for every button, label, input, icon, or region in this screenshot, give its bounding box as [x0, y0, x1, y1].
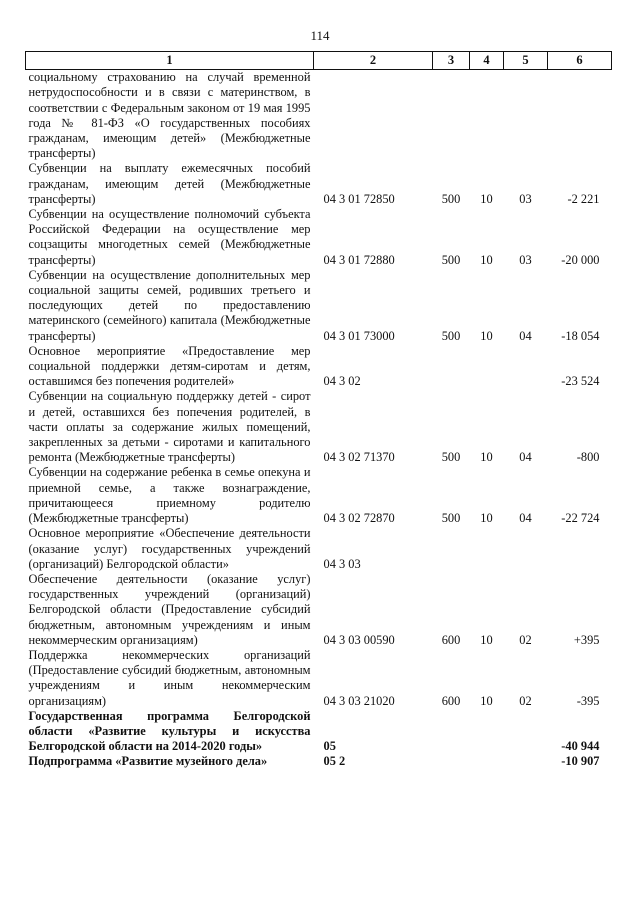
- row-col3: 600: [441, 693, 461, 708]
- column-header: 6: [548, 52, 612, 70]
- row-description: социальному страхованию на случай временной нетрудоспособности и в связи с материнством, в соответствии с Федеральным законом от 19 мая 1995 года № 81-ФЗ «О государственных пособиях гражданам, имеющим детей» (Межбюджетные трансферты): [28, 70, 311, 161]
- row-col3: 500: [441, 328, 461, 343]
- row-col4: [470, 754, 504, 769]
- table-row: [26, 648, 612, 709]
- column-header: 2: [314, 52, 433, 70]
- row-description: Поддержка некоммерческих организаций (Предоставление субсидий бюджетным, автономным учреждениям и иным некоммерческим организациям): [28, 647, 311, 708]
- table-row: [26, 161, 612, 207]
- row-amount: +395: [573, 632, 600, 647]
- row-col5: 04: [519, 450, 532, 465]
- column-header: 5: [504, 52, 548, 70]
- row-amount: -20 000: [561, 252, 600, 267]
- page-number: 114: [310, 28, 330, 43]
- row-amount: -40 944: [561, 739, 600, 754]
- row-code: 04 3 01 72880: [323, 252, 395, 267]
- row-amount: -395: [576, 693, 600, 708]
- row-code: 04 3 03 00590: [323, 632, 395, 647]
- row-amount: -10 907: [561, 754, 600, 769]
- row-description: Подпрограмма «Развитие музейного дела»: [28, 754, 268, 769]
- row-col5: [504, 526, 548, 572]
- row-col3: 500: [441, 252, 461, 267]
- row-col3: [433, 70, 470, 162]
- row-col4: 10: [480, 632, 493, 647]
- table-header-row: [26, 52, 612, 70]
- table-row: [26, 465, 612, 526]
- table-row: [26, 344, 612, 390]
- row-col5: 02: [519, 693, 532, 708]
- row-code: 05: [323, 739, 336, 754]
- row-description: Обеспечение деятельности (оказание услуг) государственных учреждений (организаций) Белгородской области (Предоставление субсидий бюджетным, автономным учреждениям и иным некоммерческим организациям): [28, 571, 311, 647]
- row-col5: 04: [519, 511, 532, 526]
- row-code: 04 3 01 73000: [323, 328, 395, 343]
- row-col5: [504, 70, 548, 162]
- column-header: 4: [470, 52, 504, 70]
- row-col5: [504, 344, 548, 390]
- row-col4: 10: [480, 450, 493, 465]
- row-col4: [470, 70, 504, 162]
- row-amount: -18 054: [561, 328, 600, 343]
- row-col4: [470, 526, 504, 572]
- budget-table: [25, 51, 612, 770]
- row-col5: 03: [519, 252, 532, 267]
- row-description: Субвенции на осуществление дополнительных мер социальной защиты семей, родивших третьего и последующих детей по предоставлению материнского (семейного) капитала (Межбюджетные трансферты): [28, 267, 311, 343]
- row-code: [314, 70, 433, 162]
- row-amount: [548, 526, 612, 572]
- row-amount: [548, 70, 612, 162]
- row-col4: [470, 709, 504, 755]
- table-row: [26, 70, 612, 162]
- row-col3: [433, 754, 470, 769]
- table-row: [26, 268, 612, 344]
- row-col4: 10: [480, 511, 493, 526]
- row-col4: 10: [480, 328, 493, 343]
- row-col5: 04: [519, 328, 532, 343]
- row-col5: 03: [519, 191, 532, 206]
- table-row: [26, 754, 612, 769]
- row-description: Основное мероприятие «Предоставление мер социальной поддержки детям-сиротам и детям, оставшимся без попечения родителей»: [28, 343, 311, 389]
- row-description: Государственная программа Белгородской области «Развитие культуры и искусства Белгородской области на 2014-2020 годы»: [28, 708, 311, 754]
- table-row: [26, 709, 612, 755]
- row-col5: 02: [519, 632, 532, 647]
- row-col4: 10: [480, 191, 493, 206]
- table-row: [26, 526, 612, 572]
- table-row: [26, 572, 612, 648]
- row-col4: [470, 344, 504, 390]
- row-amount: -2 221: [567, 191, 600, 206]
- row-amount: -800: [576, 450, 600, 465]
- row-description: Субвенции на осуществление полномочий субъекта Российской Федерации на осуществление мер соцзащиты многодетных семей (Межбюджетные трансферты): [28, 207, 311, 267]
- row-col5: [504, 709, 548, 755]
- table-row: [26, 389, 612, 465]
- row-amount: -23 524: [561, 374, 600, 389]
- row-description: Субвенции на выплату ежемесячных пособий гражданам, имеющим детей (Межбюджетные трансферты): [28, 161, 311, 206]
- row-code: 05 2: [323, 754, 346, 769]
- row-code: 04 3 02 71370: [323, 450, 395, 465]
- row-col3: 600: [441, 632, 461, 647]
- row-col4: 10: [480, 252, 493, 267]
- row-code: 04 3 01 72850: [323, 191, 395, 206]
- row-code: 04 3 03: [323, 556, 361, 571]
- row-description: Субвенции на содержание ребенка в семье опекуна и приемной семье, а также вознаграждение, причитающееся приемному родителю (Межбюджетные трансферты): [28, 465, 311, 526]
- row-description: Основное мероприятие «Обеспечение деятельности (оказание услуг) государственных учреждений (организаций) Белгородской области»: [28, 526, 311, 571]
- row-code: 04 3 03 21020: [323, 693, 395, 708]
- row-col3: [433, 526, 470, 572]
- row-col3: 500: [441, 511, 461, 526]
- row-code: 04 3 02: [323, 374, 361, 389]
- row-code: 04 3 02 72870: [323, 511, 395, 526]
- table-row: [26, 207, 612, 268]
- row-col5: [504, 754, 548, 769]
- row-amount: -22 724: [561, 511, 600, 526]
- row-col3: 500: [441, 191, 461, 206]
- row-col3: 500: [441, 450, 461, 465]
- row-description: Субвенции на социальную поддержку детей - сирот и детей, оставшихся без попечения родителей, в части оплаты за содержание жилых помещений, закрепленных за детьми - сиротами и капитального ремонта (Межбюджетные трансферты): [28, 389, 311, 465]
- row-col4: 10: [480, 693, 493, 708]
- row-col3: [433, 344, 470, 390]
- column-header: 3: [433, 52, 470, 70]
- row-col3: [433, 709, 470, 755]
- column-header: 1: [26, 52, 314, 70]
